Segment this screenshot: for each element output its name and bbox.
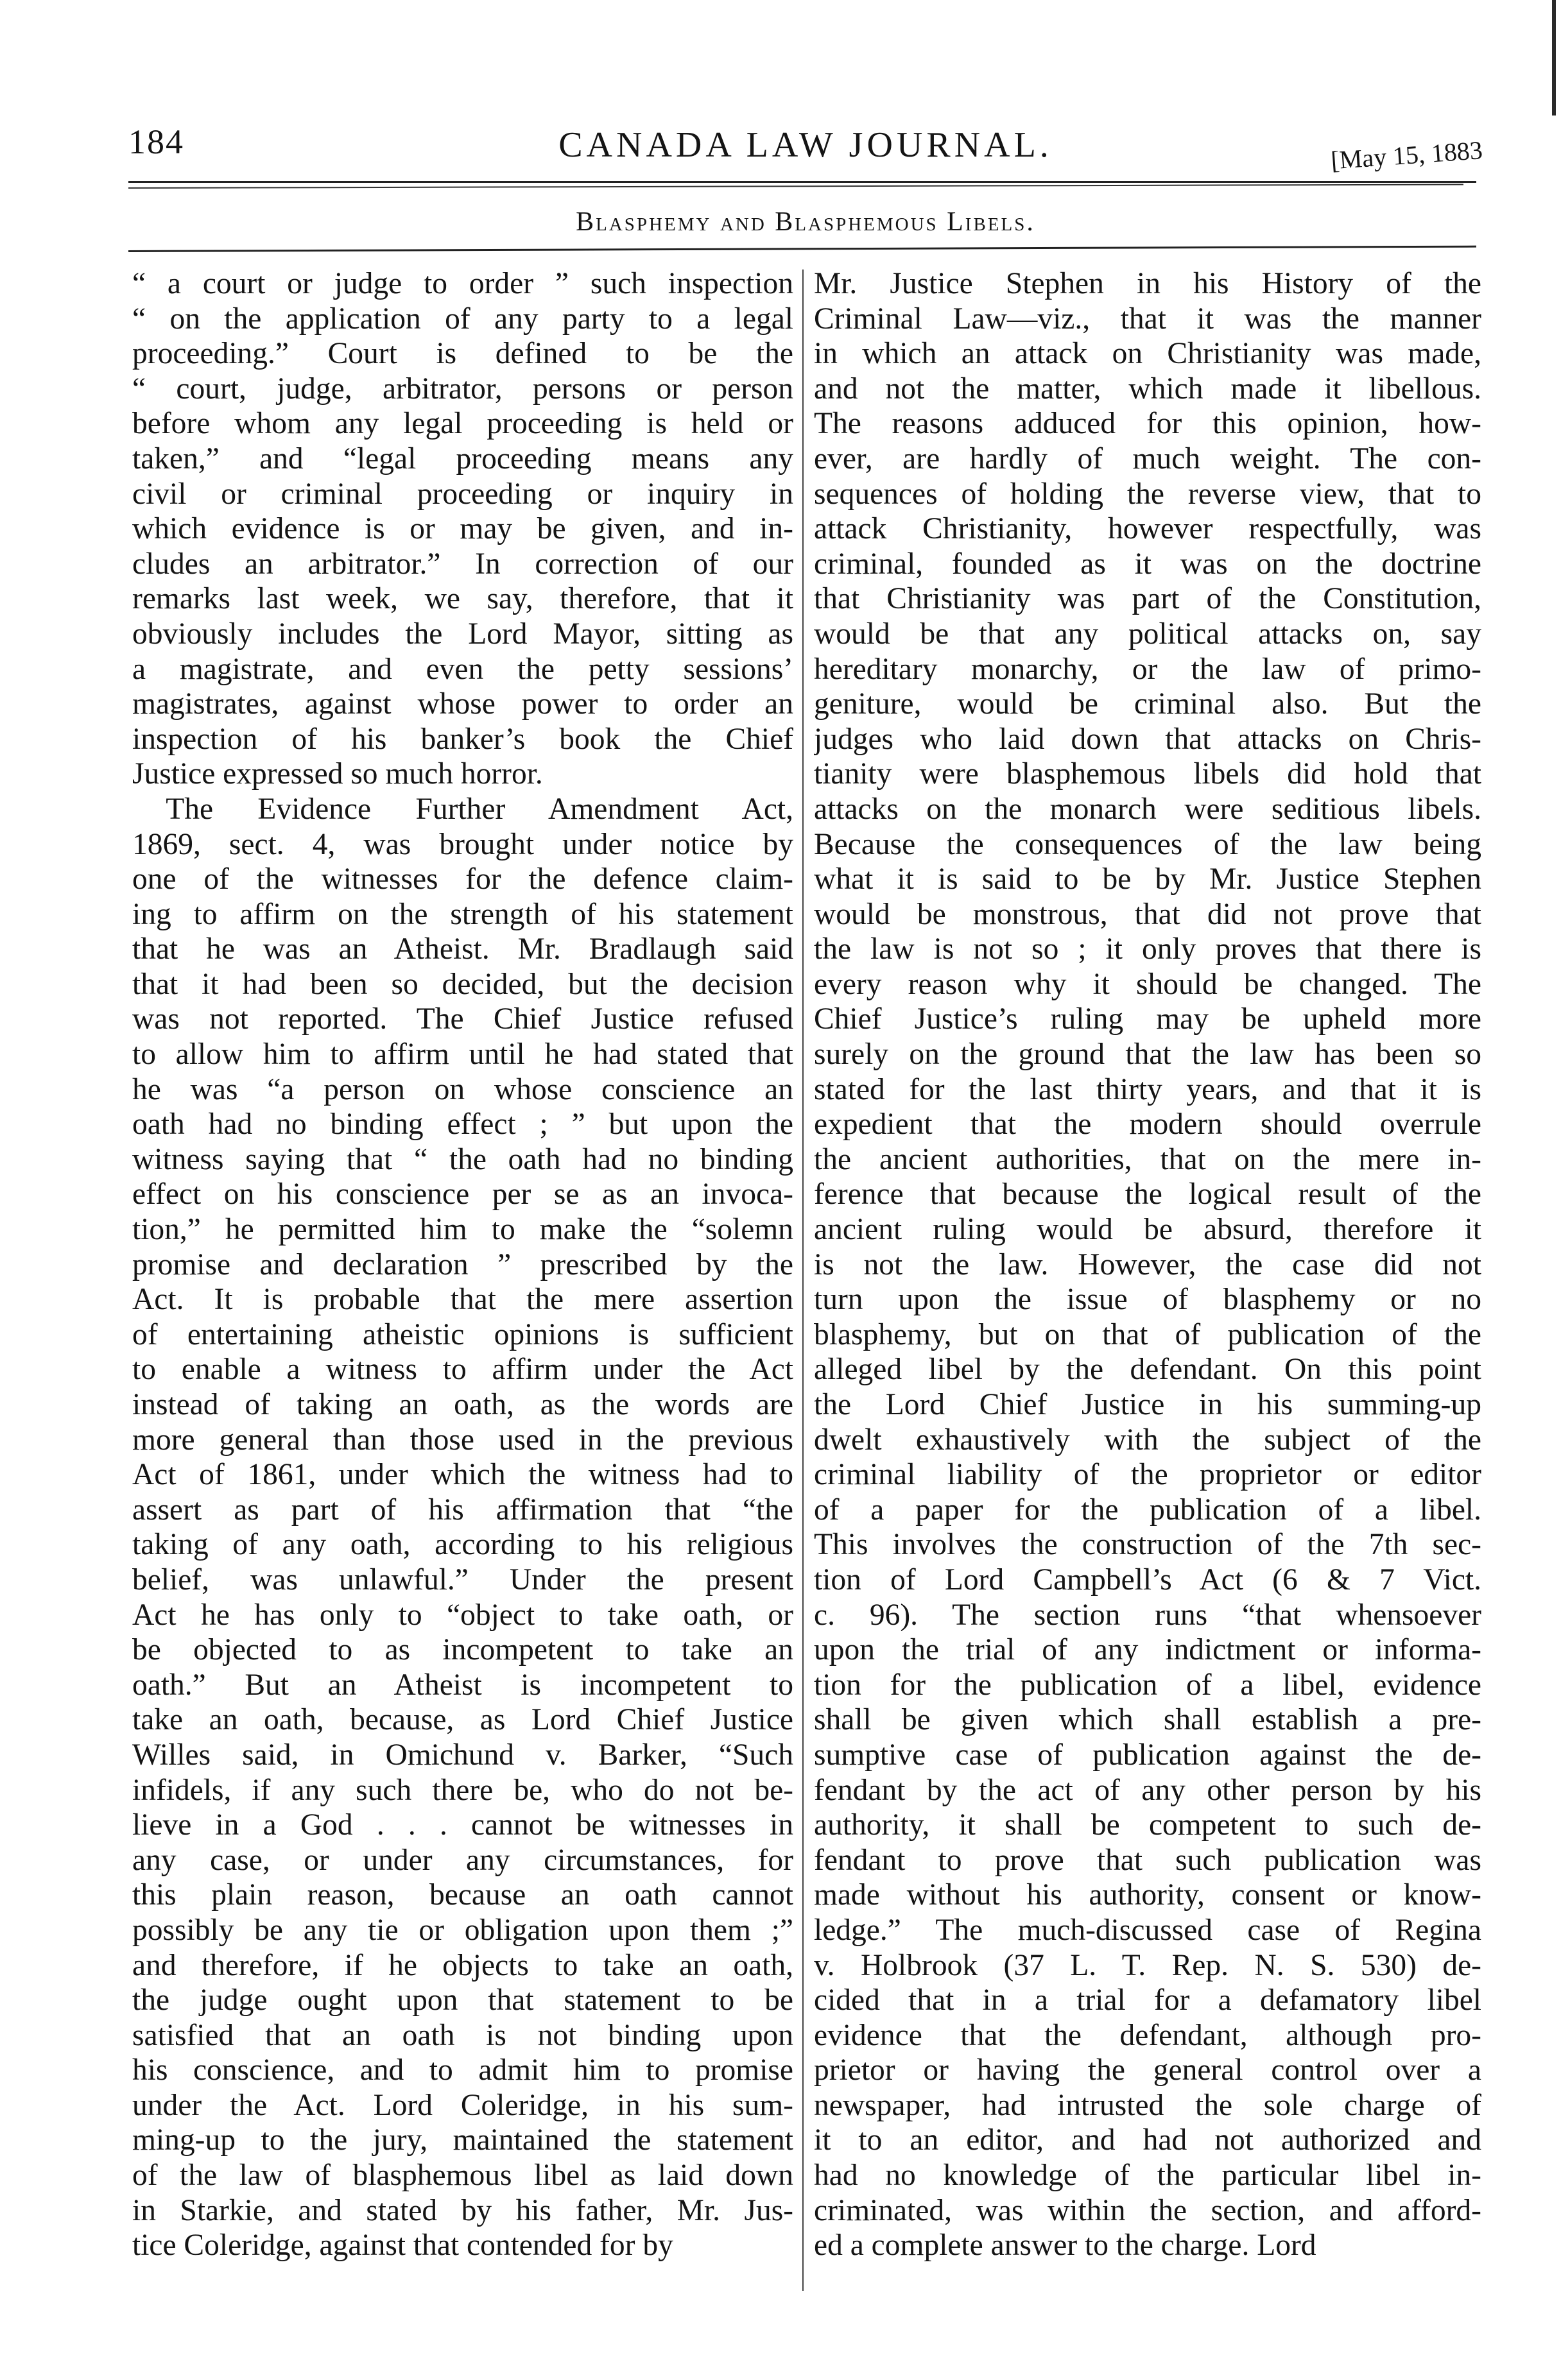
text-line: ing to affirm on the strength of his statement <box>132 897 793 931</box>
text-line: obviously includes the Lord Mayor, sitting as <box>132 617 793 651</box>
text-line: ference that because the logical result of the <box>814 1177 1481 1211</box>
text-line: ming-up to the jury, maintained the statement <box>132 2123 793 2157</box>
text-line: that Christianity was part of the Constitution, <box>814 582 1481 616</box>
text-line: inspection of his banker’s book the Chief <box>132 722 793 756</box>
text-line: instead of taking an oath, as the words are <box>132 1388 793 1421</box>
text-line: assert as part of his affirmation that “the <box>132 1493 793 1527</box>
text-line: sequences of holding the reverse view, that to <box>814 477 1481 511</box>
left-column <box>132 266 793 2294</box>
text-line: stated for the last thirty years, and that it is <box>814 1072 1481 1106</box>
text-line: the judge ought upon that statement to be <box>132 1983 793 2017</box>
text-line: every reason why it should be changed. The <box>814 967 1481 1001</box>
text-line: attacks on the monarch were seditious libels. <box>814 792 1481 826</box>
text-line: newspaper, had intrusted the sole charge of <box>814 2088 1481 2122</box>
text-line: criminated, was within the section, and afford- <box>814 2193 1481 2227</box>
text-line: one of the witnesses for the defence claim- <box>132 862 793 896</box>
text-line: judges who laid down that attacks on Chris- <box>814 722 1481 756</box>
text-line: and not the matter, which made it libellous. <box>814 372 1481 406</box>
text-line: evidence that the defendant, although pro- <box>814 2018 1481 2052</box>
text-line: expedient that the modern should overrule <box>814 1108 1481 1142</box>
text-line: he was “a person on whose conscience an <box>132 1072 793 1106</box>
text-line: proceeding.” Court is defined to be the <box>132 337 793 371</box>
text-line: take an oath, because, as Lord Chief Justice <box>132 1703 793 1737</box>
text-line: hereditary monarchy, or the law of primo- <box>814 652 1481 686</box>
text-line: authority, it shall be competent to such de- <box>814 1808 1481 1842</box>
text-line: is not the law. However, the case did not <box>814 1247 1481 1281</box>
text-line: Because the consequences of the law being <box>814 827 1481 861</box>
text-line: witness saying that “ the oath had no binding <box>132 1142 793 1176</box>
text-line: Act he has only to “object to take oath, or <box>132 1598 793 1632</box>
text-line: taken,” and “legal proceeding means any <box>132 441 793 475</box>
text-line: would be monstrous, that did not prove that <box>814 897 1481 931</box>
text-line: turn upon the issue of blasphemy or no <box>814 1283 1481 1317</box>
text-line: that he was an Atheist. Mr. Bradlaugh said <box>132 932 793 966</box>
text-line: fendant by the act of any other person by his <box>814 1773 1481 1807</box>
text-line: before whom any legal proceeding is held or <box>132 407 793 441</box>
text-line: remarks last week, we say, therefore, that it <box>132 582 793 616</box>
text-line: v. Holbrook (37 L. T. Rep. N. S. 530) de- <box>814 1948 1481 1982</box>
text-line: infidels, if any such there be, who do not be- <box>132 1773 793 1807</box>
text-line: Willes said, in Omichund v. Barker, “Such <box>132 1738 793 1772</box>
text-line: fendant to prove that such publication was <box>814 1843 1481 1877</box>
text-line: Act. It is probable that the mere assertion <box>132 1283 793 1317</box>
text-line: was not reported. The Chief Justice refused <box>132 1002 793 1036</box>
text-line: tion,” he permitted him to make the “solemn <box>132 1213 793 1247</box>
text-line: of the law of blasphemous libel as laid down <box>132 2159 793 2193</box>
text-line: This involves the construction of the 7th sec- <box>814 1528 1481 1562</box>
text-line: Justice expressed so much horror. <box>132 757 543 791</box>
text-line: in Starkie, and stated by his father, Mr. Jus- <box>132 2193 793 2227</box>
right-column <box>814 266 1481 2294</box>
text-line: it to an editor, and had not authorized and <box>814 2123 1481 2157</box>
text-line: magistrates, against whose power to order an <box>132 687 793 721</box>
text-line: ever, are hardly of much weight. The con- <box>814 441 1481 475</box>
text-line: possibly be any tie or obligation upon them ;” <box>132 1913 793 1947</box>
section-rule <box>128 246 1476 252</box>
text-line: surely on the ground that the law has been so <box>814 1038 1481 1072</box>
text-line: oath.” But an Atheist is incompetent to <box>132 1668 793 1702</box>
text-line: attack Christianity, however respectfully, was <box>814 512 1481 546</box>
text-line: had no knowledge of the particular libel in- <box>814 2159 1481 2193</box>
text-line: under the Act. Lord Coleridge, in his sum- <box>132 2088 793 2122</box>
text-line: “ a court or judge to order ” such inspection <box>132 267 793 300</box>
text-line: alleged libel by the defendant. On this point <box>814 1353 1481 1387</box>
text-line: 1869, sect. 4, was brought under notice by <box>132 827 793 861</box>
text-line: Chief Justice’s ruling may be upheld more <box>814 1002 1481 1036</box>
text-line: more general than those used in the previous <box>132 1423 793 1457</box>
text-line: tion of Lord Campbell’s Act (6 & 7 Vict. <box>814 1562 1481 1597</box>
text-line: Mr. Justice Stephen in his History of the <box>814 267 1481 300</box>
text-line: taking of any oath, according to his religious <box>132 1528 793 1562</box>
text-line: Act of 1861, under which the witness had to <box>132 1458 793 1492</box>
text-line: this plain reason, because an oath cannot <box>132 1878 793 1912</box>
text-line: to allow him to affirm until he had stated that <box>132 1038 793 1072</box>
text-line: “ court, judge, arbitrator, persons or person <box>132 372 793 406</box>
page-number: 184 <box>128 123 184 161</box>
text-line: civil or criminal proceeding or inquiry in <box>132 477 793 511</box>
text-line: would be that any political attacks on, say <box>814 617 1481 651</box>
text-line: what it is said to be by Mr. Justice Stephen <box>814 862 1481 896</box>
text-line: the law is not so ; it only proves that there is <box>814 932 1481 966</box>
text-line: promise and declaration ” prescribed by the <box>132 1247 793 1281</box>
text-line: the Lord Chief Justice in his summing-up <box>814 1388 1481 1421</box>
text-line: ledge.” The much-discussed case of Regina <box>814 1913 1481 1947</box>
text-line: The reasons adduced for this opinion, how- <box>814 407 1481 441</box>
text-line: tice Coleridge, against that contended for by <box>132 2229 673 2263</box>
text-line: and therefore, if he objects to take an oath, <box>132 1948 793 1982</box>
text-line: his conscience, and to admit him to promise <box>132 2053 793 2087</box>
text-line: a magistrate, and even the petty sessions’ <box>132 652 793 686</box>
header-rule-top <box>128 181 1476 183</box>
text-line: dwelt exhaustively with the subject of the <box>814 1423 1481 1457</box>
section-title: Blasphemy and Blasphemous Libels. <box>576 207 1035 237</box>
text-line: made without his authority, consent or know- <box>814 1878 1481 1912</box>
text-line: ancient ruling would be absurd, therefore it <box>814 1213 1481 1247</box>
text-line: tion for the publication of a libel, evidence <box>814 1668 1481 1702</box>
text-line: Criminal Law—viz., that it was the manner <box>814 302 1481 336</box>
text-line: that it had been so decided, but the decision <box>132 967 793 1001</box>
text-line: be objected to as incompetent to take an <box>132 1633 793 1667</box>
text-line: in which an attack on Christianity was made, <box>814 337 1481 371</box>
text-line: prietor or having the general control over a <box>814 2053 1481 2087</box>
text-line: the ancient authorities, that on the mere in- <box>814 1142 1481 1176</box>
text-line: lieve in a God . . . cannot be witnesses in <box>132 1808 793 1842</box>
text-line: criminal liability of the proprietor or editor <box>814 1458 1481 1492</box>
text-line: any case, or under any circumstances, for <box>132 1843 793 1877</box>
text-line: The Evidence Further Amendment Act, <box>166 792 793 826</box>
column-divider <box>802 270 804 2291</box>
running-header <box>128 122 1483 180</box>
text-line: tianity were blasphemous libels did hold that <box>814 757 1481 791</box>
text-line: sumptive case of publication against the de- <box>814 1738 1481 1772</box>
text-line: upon the trial of any indictment or informa- <box>814 1633 1481 1667</box>
text-line: to enable a witness to affirm under the Act <box>132 1353 793 1387</box>
text-line: cided that in a trial for a defamatory libel <box>814 1983 1481 2017</box>
text-line: criminal, founded as it was on the doctrine <box>814 547 1481 581</box>
text-line: cludes an arbitrator.” In correction of our <box>132 547 793 581</box>
text-line: c. 96). The section runs “that whensoever <box>814 1598 1481 1632</box>
text-line: satisfied that an oath is not binding upon <box>132 2018 793 2052</box>
text-line: geniture, would be criminal also. But the <box>814 687 1481 721</box>
text-line: blasphemy, but on that of publication of the <box>814 1317 1481 1351</box>
page-edge-line <box>1552 0 1556 116</box>
text-line: belief, was unlawful.” Under the present <box>132 1562 793 1597</box>
text-line: of a paper for the publication of a libel. <box>814 1493 1481 1527</box>
text-line: of entertaining atheistic opinions is sufficient <box>132 1317 793 1351</box>
text-line: effect on his conscience per se as an invoca- <box>132 1177 793 1211</box>
text-line: which evidence is or may be given, and in- <box>132 512 793 546</box>
journal-title: CANADA LAW JOURNAL. <box>558 125 1053 165</box>
issue-date: [May 15, 1883 <box>1330 135 1484 175</box>
text-line: ed a complete answer to the charge. Lord <box>814 2229 1316 2263</box>
text-line: shall be given which shall establish a pre- <box>814 1703 1481 1737</box>
text-line: “ on the application of any party to a legal <box>132 302 793 336</box>
header-rule-bottom <box>128 184 1463 189</box>
text-line: oath had no binding effect ; ” but upon the <box>132 1108 793 1142</box>
